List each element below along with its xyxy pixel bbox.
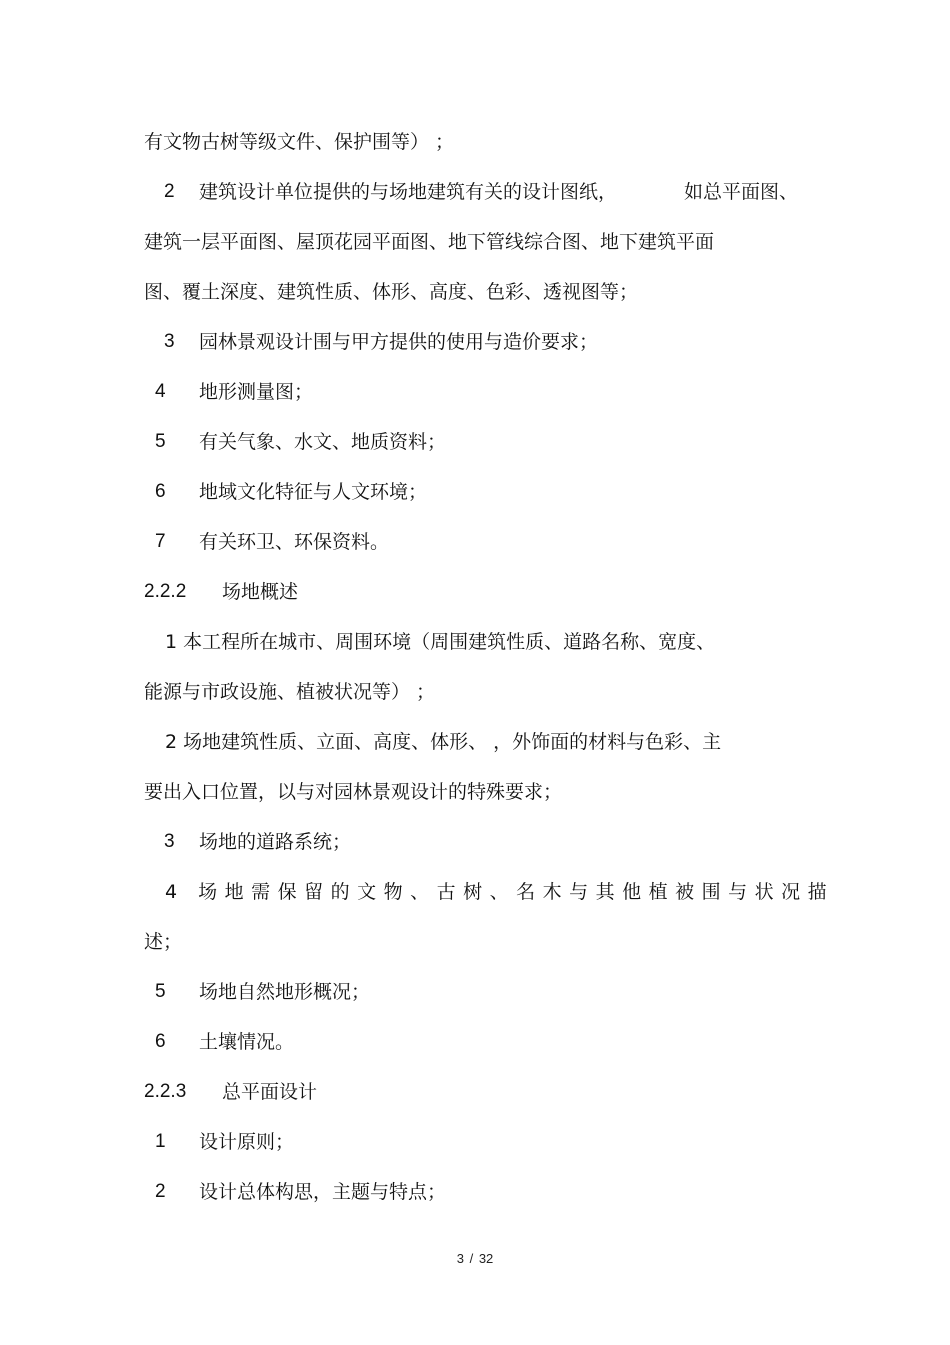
line-text: 建筑设计单位提供的与场地建筑有关的设计图纸， [199, 181, 618, 203]
current-page: 3 [456, 1251, 464, 1266]
total-pages: 32 [478, 1251, 494, 1266]
line-text-continued: 如总平面图、 [684, 181, 799, 203]
item-number: 3 [164, 831, 175, 852]
line-text: 有文物古树等级文件、保护围等） ； [144, 131, 455, 153]
section-number: 2.2.2 [144, 581, 187, 602]
line-text: 地形测量图； [199, 381, 314, 403]
line-text: 建筑一层平面图、屋顶花园平面图、地下管线综合图、地下建筑平面 [144, 231, 715, 253]
section-title: 场地概述 [222, 581, 299, 603]
line-text: 设计总体构思，主题与特点； [199, 1181, 447, 1203]
item-number: 6 [155, 1031, 166, 1052]
line-text: 图、覆土深度、建筑性质、体形、高度、色彩、透视图等； [144, 281, 639, 303]
item-number: 2 [164, 181, 175, 202]
line-text: 有关气象、水文、地质资料； [199, 431, 447, 453]
section-title: 总平面设计 [222, 1081, 318, 1103]
line-text: 场地的道路系统； [199, 831, 352, 853]
page-number [0, 1251, 950, 1266]
line-text: 4 场地需保留的文物、古树、名木与其他植被围与状况描 [165, 881, 835, 903]
item-number: 5 [155, 431, 166, 452]
line-text: 要出入口位置，以与对园林景观设计的特殊要求； [144, 781, 563, 803]
item-number: 4 [155, 381, 166, 402]
line-text: 场地自然地形概况； [199, 981, 371, 1003]
line-text: 园林景观设计围与甲方提供的使用与造价要求； [199, 331, 599, 353]
line-text: 1 本工程所在城市、周围环境（周围建筑性质、道路名称、宽度、 [165, 631, 716, 653]
section-number: 2.2.3 [144, 1081, 187, 1102]
page-separator: / [469, 1251, 474, 1266]
item-number: 5 [155, 981, 166, 1002]
item-number: 7 [155, 531, 166, 552]
line-text: 土壤情况。 [199, 1031, 295, 1053]
item-number: 3 [164, 331, 175, 352]
line-text: 设计原则； [199, 1131, 295, 1153]
item-number: 2 [155, 1181, 166, 1202]
item-number: 6 [155, 481, 166, 502]
line-text: 述； [144, 931, 183, 953]
line-text: 有关环卫、环保资料。 [199, 531, 390, 553]
line-text: 地域文化特征与人文环境； [199, 481, 428, 503]
line-text: 2 场地建筑性质、立面、高度、体形、 ，外饰面的材料与色彩、主 [165, 731, 722, 753]
item-number: 1 [155, 1131, 166, 1152]
line-text: 能源与市政设施、植被状况等） ； [144, 681, 436, 703]
